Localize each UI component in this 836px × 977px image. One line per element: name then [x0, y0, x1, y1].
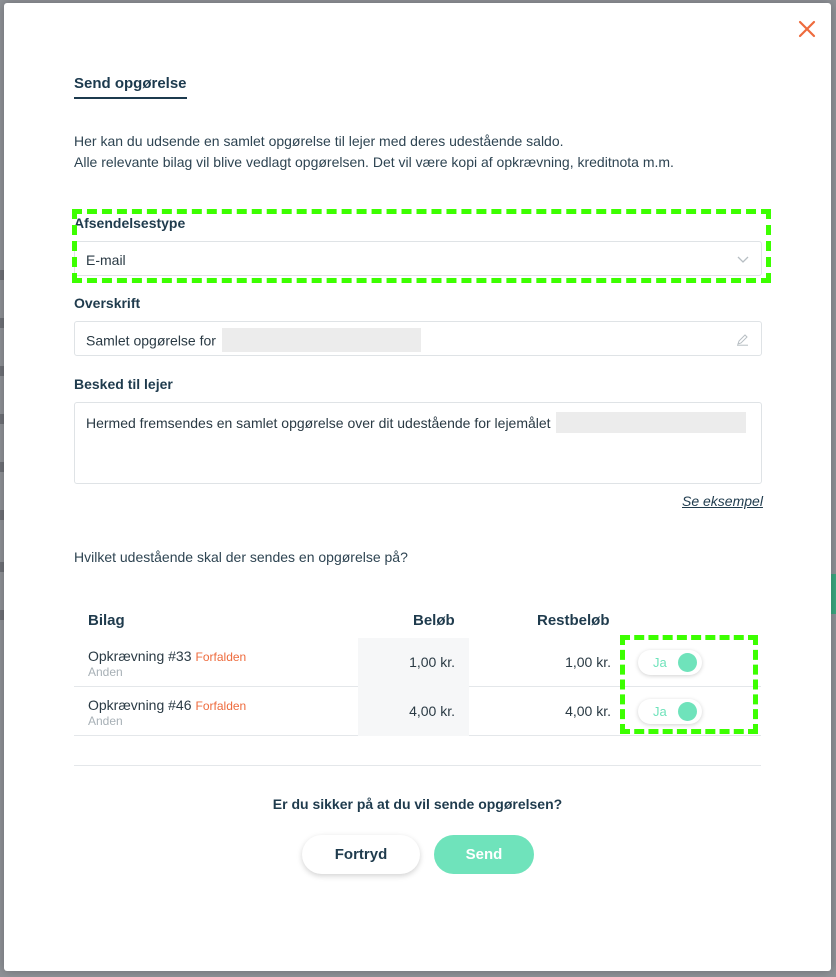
- outstanding-question: Hvilket udestående skal der sendes en opgørelse på?: [74, 549, 408, 565]
- message-label: Besked til lejer: [74, 376, 173, 392]
- send-type-select[interactable]: [74, 241, 762, 276]
- include-toggle[interactable]: [638, 650, 702, 675]
- toggle-label: Ja: [653, 655, 667, 670]
- close-icon: [796, 18, 818, 40]
- intro-text: [74, 131, 774, 173]
- divider: [74, 765, 761, 766]
- include-toggle[interactable]: [638, 699, 702, 724]
- message-value: [86, 415, 746, 433]
- column-header-remaining: Restbeløb: [537, 612, 610, 629]
- close-button[interactable]: [796, 18, 818, 40]
- row-name: [88, 648, 246, 664]
- redacted-block: [556, 412, 746, 433]
- subject-text: Samlet opgørelse for: [86, 332, 216, 349]
- cancel-button[interactable]: Fortryd: [302, 835, 420, 874]
- row-remaining: 4,00 kr.: [565, 703, 611, 719]
- send-statement-modal: [4, 3, 831, 971]
- toggle-knob: [678, 653, 697, 672]
- message-text: Hermed fremsendes en samlet opgørelse over dit udestående for lejemålet: [86, 415, 551, 431]
- intro-line-1: Her kan du udsende en samlet opgørelse til lejer med deres udestående saldo.: [74, 133, 564, 149]
- row-category: Anden: [88, 714, 123, 728]
- row-title: Opkrævning #33: [88, 648, 192, 664]
- toggle-label: Ja: [653, 704, 667, 719]
- modal-title: Send opgørelse: [74, 75, 187, 99]
- chevron-down-icon: [737, 254, 749, 264]
- subject-input[interactable]: [74, 321, 762, 356]
- toggle-knob: [678, 702, 697, 721]
- pencil-icon: [736, 333, 749, 346]
- redacted-block: [222, 328, 421, 352]
- status-badge: Forfalden: [195, 699, 247, 713]
- row-category: Anden: [88, 665, 123, 679]
- row-amount: 4,00 kr.: [409, 703, 455, 719]
- send-button[interactable]: Send: [434, 835, 534, 874]
- see-example-link[interactable]: Se eksempel: [682, 493, 763, 509]
- row-title: Opkrævning #46: [88, 697, 192, 713]
- subject-label: Overskrift: [74, 295, 141, 311]
- send-type-label: Afsendelsestype: [74, 215, 186, 231]
- table-row: [74, 687, 761, 736]
- subject-value: [86, 332, 421, 352]
- column-header-bilag: Bilag: [88, 612, 125, 629]
- status-badge: Forfalden: [195, 650, 247, 664]
- table-row: [74, 638, 761, 687]
- intro-line-2: Alle relevante bilag vil blive vedlagt opgørelsen. Det vil være kopi af opkrævning, kreditnota m.m.: [74, 154, 674, 170]
- confirm-question: Er du sikker på at du vil sende opgørelsen?: [272, 796, 563, 812]
- row-name: [88, 697, 246, 713]
- message-textarea[interactable]: [74, 402, 762, 484]
- row-remaining: 1,00 kr.: [565, 654, 611, 670]
- row-amount: 1,00 kr.: [409, 654, 455, 670]
- column-header-amount: Beløb: [413, 612, 455, 629]
- send-type-value: E-mail: [86, 252, 126, 268]
